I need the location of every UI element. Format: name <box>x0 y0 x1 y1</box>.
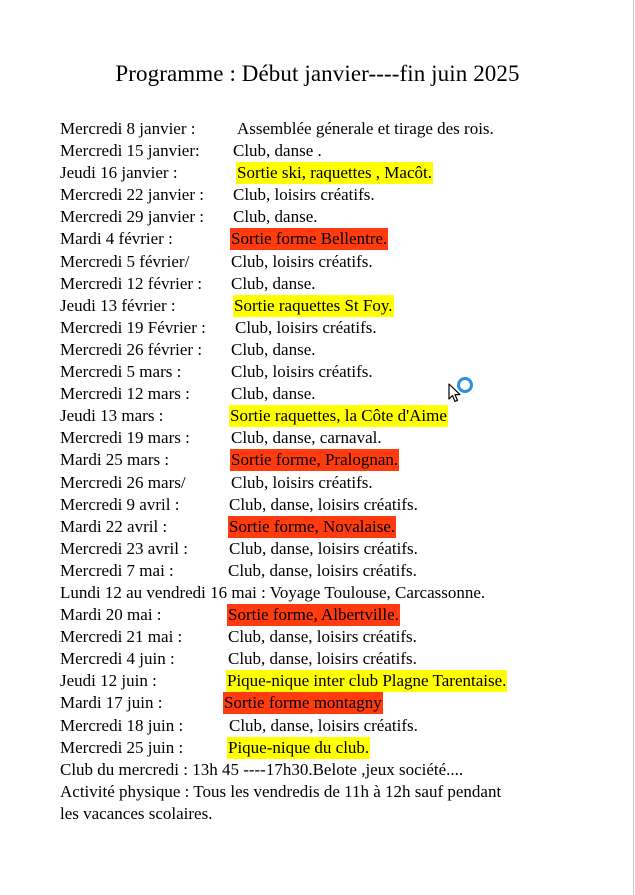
programme-row <box>60 118 600 140</box>
programme-date: Jeudi 13 février : <box>60 295 176 315</box>
programme-date: Mercredi 12 février : <box>60 273 203 293</box>
programme-row <box>60 538 600 560</box>
programme-activity: Sortie forme montagny <box>224 693 382 713</box>
programme-date: Mercredi 22 janvier : <box>60 185 204 205</box>
programme-row <box>60 560 600 582</box>
programme-activity: Club, loisirs créatifs. <box>235 317 377 337</box>
programme-row <box>60 184 600 206</box>
programme-activity: Club, danse . <box>233 141 322 161</box>
programme-date: Jeudi 16 janvier : <box>60 163 178 183</box>
programme-row <box>60 692 600 714</box>
programme-activity: Pique-nique du club. <box>228 737 370 757</box>
programme-activity: Sortie forme, Albertville. <box>228 605 399 625</box>
programme-date: Mercredi 5 mars : <box>60 362 182 382</box>
programme-date: Mercredi 26 mars/ <box>60 472 186 492</box>
note-line-1: Activité physique : Tous les vendredis de 11h à 12h sauf pendant <box>60 782 502 801</box>
programme-row <box>60 449 600 471</box>
programme-row <box>60 715 600 737</box>
programme-row <box>60 626 600 648</box>
programme-row <box>60 140 600 162</box>
programme-row <box>60 759 600 781</box>
programme-date: Mardi 20 mai : <box>60 605 162 625</box>
programme-activity: Club, danse. <box>231 273 316 293</box>
programme-row <box>60 295 600 317</box>
programme-row <box>60 206 600 228</box>
programme-date: Mercredi 23 avril : <box>60 538 188 558</box>
programme-date: Mercredi 12 mars : <box>60 384 190 404</box>
programme-date: Mercredi 29 janvier : <box>60 207 204 227</box>
programme-activity: Sortie forme, Pralognan. <box>231 450 399 470</box>
programme-row <box>60 317 600 339</box>
programme-activity: Club, loisirs créatifs. <box>231 362 373 382</box>
programme-date: Mercredi 26 février : <box>60 339 203 359</box>
programme-row <box>60 582 600 604</box>
programme-date: Mercredi 4 juin : <box>60 649 175 669</box>
programme-activity: Club, danse, loisirs créatifs. <box>228 560 417 580</box>
programme-date: Mercredi 21 mai : <box>60 627 183 647</box>
programme-date: Mercredi 15 janvier: <box>60 141 200 161</box>
programme-date: Mercredi 7 mai : <box>60 560 174 580</box>
programme-row <box>60 472 600 494</box>
programme-activity: Sortie forme, Novalaise. <box>229 516 396 536</box>
programme-row <box>60 228 600 250</box>
programme-date: Mercredi 25 juin : <box>60 737 184 757</box>
programme-date: Mardi 25 mars : <box>60 450 170 470</box>
programme-date: Mercredi 19 mars : <box>60 428 190 448</box>
programme-date: Mercredi 5 février/ <box>60 251 190 271</box>
programme-activity: Sortie forme Bellentre. <box>231 229 388 249</box>
programme-list <box>60 118 600 781</box>
programme-date: Mercredi 9 avril : <box>60 494 180 514</box>
programme-date: Mardi 22 avril : <box>60 516 168 536</box>
programme-date: Mardi 17 juin : <box>60 693 163 713</box>
programme-activity: Club, danse, loisirs créatifs. <box>229 715 418 735</box>
programme-activity: Club, danse, loisirs créatifs. <box>229 538 418 558</box>
programme-date: Mercredi 18 juin : <box>60 715 184 735</box>
programme-date: Jeudi 12 juin : <box>60 671 157 691</box>
programme-activity: Club, danse. <box>231 339 316 359</box>
programme-row <box>60 405 600 427</box>
programme-activity: Sortie ski, raquettes , Macôt. <box>237 163 432 183</box>
programme-date: Jeudi 13 mars : <box>60 406 164 426</box>
programme-activity: Sortie raquettes St Foy. <box>234 295 393 315</box>
programme-row <box>60 361 600 383</box>
programme-full-line: Lundi 12 au vendredi 16 mai : Voyage Toulouse, Carcassonne. <box>60 582 486 602</box>
programme-activity: Club, loisirs créatifs. <box>233 185 375 205</box>
note-line-2: les vacances scolaires. <box>60 804 213 823</box>
programme-activity: Club, danse, loisirs créatifs. <box>228 627 417 647</box>
busy-indicator-icon <box>457 377 473 393</box>
programme-activity: Club, danse, loisirs créatifs. <box>228 649 417 669</box>
programme-row <box>60 494 600 516</box>
programme-activity: Assemblée génerale et tirage des rois. <box>237 119 494 138</box>
programme-activity: Club, loisirs créatifs. <box>231 472 373 492</box>
programme-activity: Club, danse. <box>231 384 316 404</box>
programme-date: Mercredi 8 janvier : <box>60 119 196 138</box>
programme-row <box>60 604 600 626</box>
activity-note <box>60 781 580 825</box>
programme-row <box>60 670 600 692</box>
page-edge <box>633 0 634 895</box>
programme-row <box>60 737 600 759</box>
programme-date: Mercredi 19 Février : <box>60 317 206 337</box>
programme-row <box>60 516 600 538</box>
programme-row <box>60 251 600 273</box>
programme-row <box>60 273 600 295</box>
programme-date: Mardi 4 février : <box>60 229 173 249</box>
page-title: Programme : Début janvier----fin juin 2025 <box>115 61 520 86</box>
programme-activity: Club, danse, carnaval. <box>231 428 382 448</box>
programme-row <box>60 339 600 361</box>
programme-full-line: Club du mercredi : 13h 45 ----17h30.Belote ,jeux société.... <box>60 759 464 779</box>
programme-activity: Pique-nique inter club Plagne Tarentaise. <box>227 671 507 691</box>
programme-activity: Club, danse, loisirs créatifs. <box>229 494 418 514</box>
programme-row <box>60 427 600 449</box>
programme-row <box>60 383 600 405</box>
programme-activity: Club, loisirs créatifs. <box>231 251 373 271</box>
programme-row <box>60 162 600 184</box>
programme-activity: Club, danse. <box>233 207 318 227</box>
programme-activity: Sortie raquettes, la Côte d'Aime <box>230 406 447 426</box>
programme-row <box>60 648 600 670</box>
